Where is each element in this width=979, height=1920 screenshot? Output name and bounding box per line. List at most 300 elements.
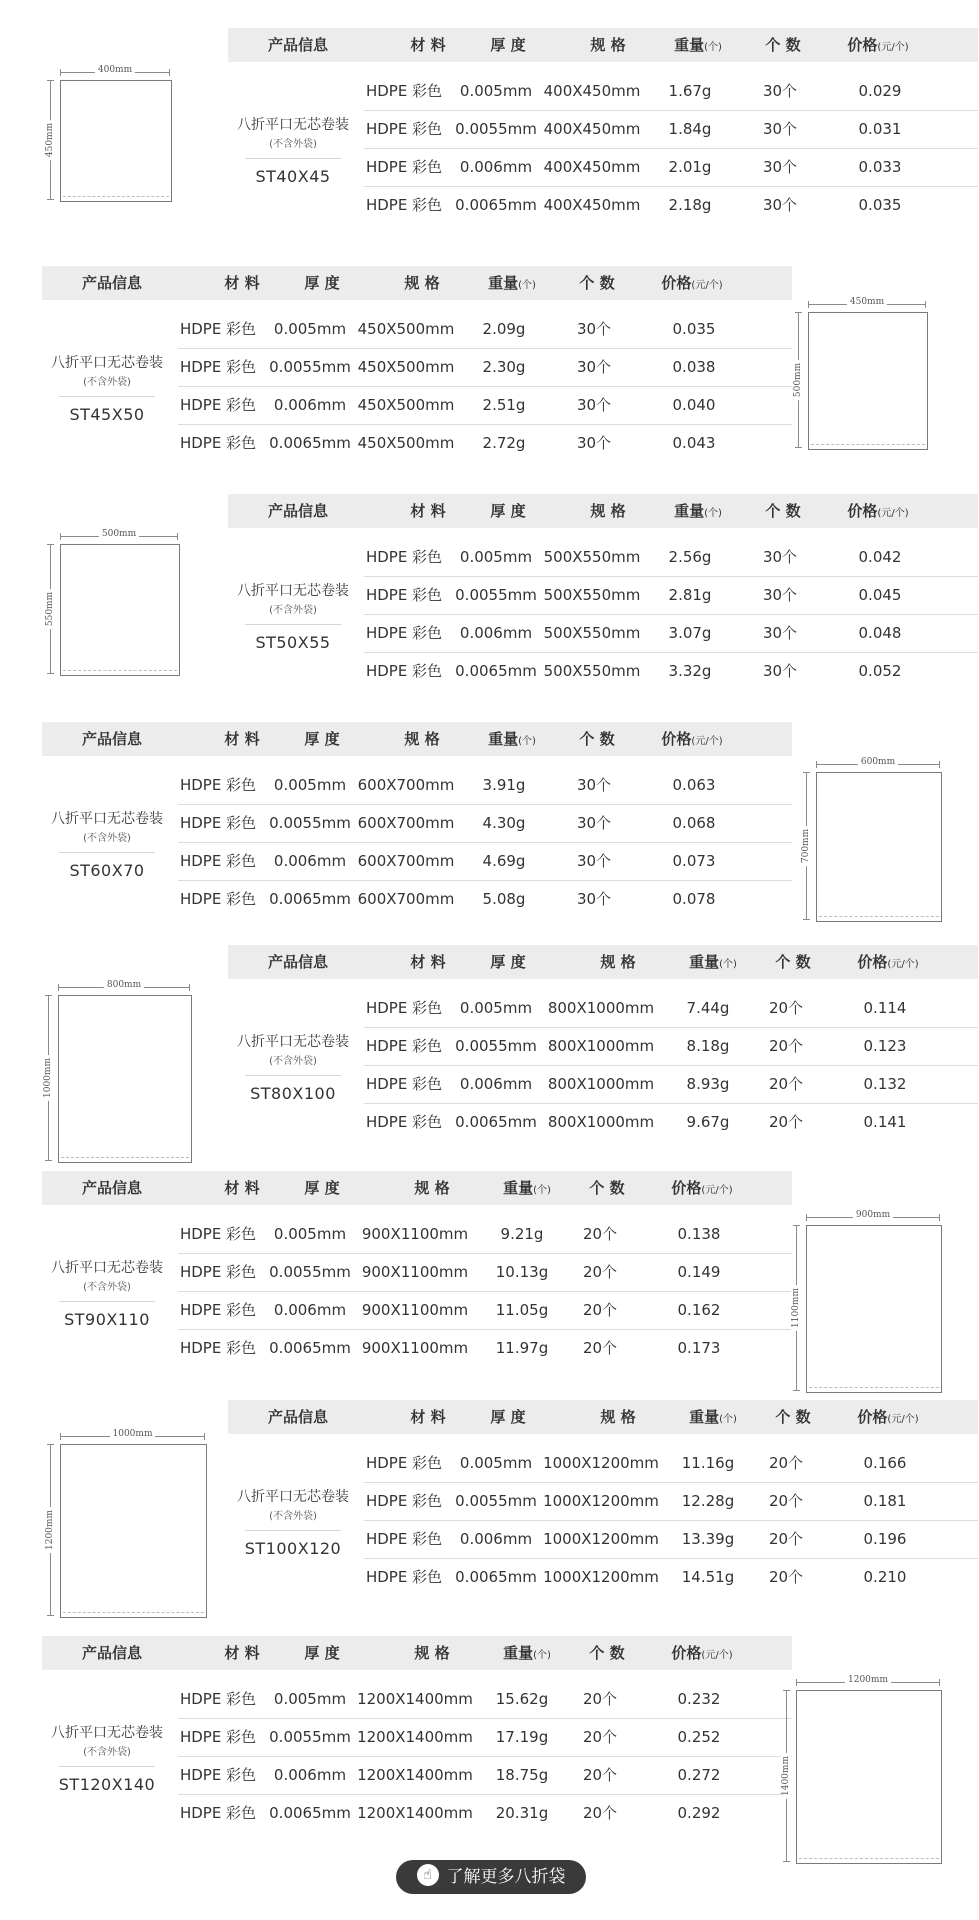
cell-price: 0.162 <box>677 1301 721 1319</box>
column-header-info <box>52 722 172 756</box>
width-label: 450mm <box>847 297 887 307</box>
column-header-label: 厚 度 <box>490 502 526 520</box>
column-header-label: 产品信息 <box>81 1644 142 1662</box>
column-header-price <box>808 494 948 528</box>
table-row <box>364 148 978 187</box>
cell-weight: 3.32g <box>668 662 712 680</box>
column-header-label: 重量 <box>488 274 519 292</box>
table-row <box>178 804 792 843</box>
cell-spec: 800X1000mm <box>547 1113 655 1131</box>
column-header-label: 厚 度 <box>304 1644 340 1662</box>
cell-material: HDPE 彩色 <box>365 548 443 566</box>
cell-count: 20个 <box>582 1263 618 1281</box>
column-header-weight <box>452 722 572 756</box>
column-header-weight <box>638 28 758 62</box>
height-label: 550mm <box>45 589 55 629</box>
column-header-label: 产品信息 <box>267 953 328 971</box>
cell-price: 0.272 <box>677 1766 721 1784</box>
bag-outline <box>816 772 942 922</box>
cell-price: 0.073 <box>672 852 716 870</box>
cell-weight: 11.97g <box>495 1339 549 1357</box>
width-label: 400mm <box>95 65 135 75</box>
cell-spec: 450X500mm <box>357 434 455 452</box>
column-header-label: 规 格 <box>414 1179 450 1197</box>
cell-weight: 8.93g <box>686 1075 730 1093</box>
cell-material: HDPE 彩色 <box>365 196 443 214</box>
column-header-label: 个 数 <box>765 502 801 520</box>
column-header-unit: (个) <box>533 1185 551 1196</box>
cell-weight: 11.05g <box>495 1301 549 1319</box>
cell-spec: 1200X1400mm <box>357 1766 473 1784</box>
column-header-unit: (个) <box>518 736 536 747</box>
cell-material: HDPE 彩色 <box>179 320 257 338</box>
cell-count: 20个 <box>768 1113 804 1131</box>
cell-thickness: 0.0065mm <box>269 434 351 452</box>
column-header-label: 材 料 <box>410 502 446 520</box>
cell-price: 0.068 <box>672 814 716 832</box>
cell-thickness: 0.0065mm <box>455 662 537 680</box>
cell-spec: 900X1100mm <box>361 1225 469 1243</box>
cell-material: HDPE 彩色 <box>179 434 257 452</box>
product-model: ST45X50 <box>69 405 145 424</box>
cell-weight: 2.01g <box>668 158 712 176</box>
column-header-unit: (个) <box>704 508 722 519</box>
cell-count: 30个 <box>762 586 798 604</box>
column-header-unit: (个) <box>518 280 536 291</box>
cell-spec: 1000X1200mm <box>543 1568 659 1586</box>
column-header-thickness <box>458 945 558 979</box>
cell-material: HDPE 彩色 <box>179 1766 257 1784</box>
height-label: 450mm <box>45 120 55 160</box>
fold-line <box>811 444 925 445</box>
bag-outline <box>796 1690 942 1864</box>
cell-weight: 14.51g <box>681 1568 735 1586</box>
cell-price: 0.052 <box>858 662 902 680</box>
cell-thickness: 0.005mm <box>273 1225 347 1243</box>
cell-spec: 1000X1200mm <box>543 1530 659 1548</box>
column-header-info <box>52 266 172 300</box>
table-row <box>364 1027 978 1066</box>
cell-price: 0.196 <box>863 1530 907 1548</box>
column-header-label: 重量 <box>689 1408 720 1426</box>
cell-thickness: 0.005mm <box>459 1454 533 1472</box>
column-header-unit: (个) <box>704 42 722 53</box>
divider <box>245 624 341 625</box>
table-header <box>42 266 792 300</box>
bag-outline <box>60 544 180 676</box>
bag-outline <box>806 1225 942 1393</box>
cell-count: 30个 <box>762 624 798 642</box>
table-row <box>178 1253 792 1292</box>
cell-price: 0.029 <box>858 82 902 100</box>
cell-material: HDPE 彩色 <box>179 1690 257 1708</box>
fold-line <box>63 196 169 197</box>
divider <box>245 1075 341 1076</box>
column-header-label: 个 数 <box>589 1644 625 1662</box>
cell-weight: 9.67g <box>686 1113 730 1131</box>
product-info <box>228 580 358 652</box>
cell-material: HDPE 彩色 <box>365 1454 443 1472</box>
column-header-unit: (元/个) <box>701 1650 733 1661</box>
column-header-info <box>52 1171 172 1205</box>
table-row <box>364 614 978 653</box>
table-row <box>178 310 792 349</box>
cell-thickness: 0.006mm <box>459 1530 533 1548</box>
table-row <box>364 110 978 149</box>
product-section <box>0 1400 979 1615</box>
cell-thickness: 0.006mm <box>459 1075 533 1093</box>
cell-thickness: 0.006mm <box>459 624 533 642</box>
fold-line <box>63 670 177 671</box>
cell-count: 20个 <box>582 1339 618 1357</box>
cell-thickness: 0.005mm <box>459 999 533 1017</box>
spec-table <box>42 266 792 481</box>
product-section <box>0 266 979 481</box>
cell-thickness: 0.006mm <box>459 158 533 176</box>
cell-count: 30个 <box>762 120 798 138</box>
cell-material: HDPE 彩色 <box>365 1113 443 1131</box>
cell-price: 0.040 <box>672 396 716 414</box>
cell-spec: 1000X1200mm <box>543 1454 659 1472</box>
cell-weight: 8.18g <box>686 1037 730 1055</box>
cell-count: 30个 <box>576 776 612 794</box>
product-name: 八折平口无芯卷装 <box>51 355 163 371</box>
cell-weight: 2.09g <box>482 320 526 338</box>
cell-material: HDPE 彩色 <box>365 1530 443 1548</box>
column-header-label: 个 数 <box>579 730 615 748</box>
cell-spec: 450X500mm <box>357 320 455 338</box>
width-label: 600mm <box>858 757 898 767</box>
cell-count: 30个 <box>576 434 612 452</box>
cell-material: HDPE 彩色 <box>179 1225 257 1243</box>
table-row <box>364 72 978 111</box>
cell-price: 0.252 <box>677 1728 721 1746</box>
table-row <box>178 348 792 387</box>
cell-thickness: 0.0055mm <box>269 1263 351 1281</box>
column-header-label: 材 料 <box>224 274 260 292</box>
column-header-label: 个 数 <box>775 1408 811 1426</box>
table-row <box>364 1520 978 1559</box>
column-header-label: 规 格 <box>414 1644 450 1662</box>
product-note: (不含外袋) <box>269 605 317 616</box>
cell-thickness: 0.0055mm <box>455 1492 537 1510</box>
cell-weight: 9.21g <box>500 1225 544 1243</box>
cell-spec: 600X700mm <box>357 776 455 794</box>
column-header-label: 产品信息 <box>81 1179 142 1197</box>
cell-price: 0.031 <box>858 120 902 138</box>
table-row <box>364 1482 978 1521</box>
height-label: 500mm <box>793 360 803 400</box>
cell-spec: 1200X1400mm <box>357 1728 473 1746</box>
table-row <box>178 880 792 918</box>
column-header-label: 材 料 <box>410 1408 446 1426</box>
column-header-label: 重量 <box>488 730 519 748</box>
cell-weight: 17.19g <box>495 1728 549 1746</box>
cell-thickness: 0.006mm <box>273 1766 347 1784</box>
cell-material: HDPE 彩色 <box>365 120 443 138</box>
product-model: ST50X55 <box>255 633 331 652</box>
column-header-thickness <box>272 722 372 756</box>
cell-weight: 2.72g <box>482 434 526 452</box>
cell-material: HDPE 彩色 <box>179 396 257 414</box>
cell-thickness: 0.005mm <box>459 548 533 566</box>
product-name: 八折平口无芯卷装 <box>237 583 349 599</box>
product-model: ST100X120 <box>244 1539 342 1558</box>
cell-count: 20个 <box>768 1454 804 1472</box>
cell-count: 20个 <box>768 1492 804 1510</box>
table-row <box>178 1756 792 1795</box>
column-header-weight <box>658 945 768 979</box>
column-header-weight <box>658 1400 768 1434</box>
cell-material: HDPE 彩色 <box>179 1301 257 1319</box>
table-row <box>364 576 978 615</box>
spec-table <box>228 945 978 1160</box>
product-model: ST60X70 <box>69 861 145 880</box>
product-name: 八折平口无芯卷装 <box>237 1489 349 1505</box>
table-row <box>178 1794 792 1832</box>
product-note: (不含外袋) <box>83 1282 131 1293</box>
cell-material: HDPE 彩色 <box>365 158 443 176</box>
cell-material: HDPE 彩色 <box>365 1568 443 1586</box>
column-header-label: 价格 <box>661 274 692 292</box>
cell-thickness: 0.0055mm <box>455 586 537 604</box>
column-header-label: 重量 <box>503 1179 534 1197</box>
column-header-label: 个 数 <box>579 274 615 292</box>
cell-thickness: 0.005mm <box>459 82 533 100</box>
cell-spec: 400X450mm <box>543 158 641 176</box>
learn-more-button[interactable] <box>396 1860 586 1894</box>
divider <box>59 396 155 397</box>
spec-table <box>228 494 978 709</box>
divider <box>245 158 341 159</box>
cell-price: 0.181 <box>863 1492 907 1510</box>
cell-weight: 2.30g <box>482 358 526 376</box>
cell-price: 0.038 <box>672 358 716 376</box>
cell-material: HDPE 彩色 <box>179 1339 257 1357</box>
divider <box>59 852 155 853</box>
column-header-label: 规 格 <box>404 730 440 748</box>
cell-material: HDPE 彩色 <box>365 1037 443 1055</box>
cell-thickness: 0.0065mm <box>269 1339 351 1357</box>
cell-material: HDPE 彩色 <box>179 776 257 794</box>
cell-thickness: 0.0055mm <box>269 814 351 832</box>
column-header-label: 价格 <box>671 1644 702 1662</box>
column-header-label: 产品信息 <box>267 1408 328 1426</box>
cell-material: HDPE 彩色 <box>179 358 257 376</box>
cell-spec: 500X550mm <box>543 586 641 604</box>
product-model: ST120X140 <box>58 1775 156 1794</box>
cell-count: 30个 <box>762 662 798 680</box>
cell-count: 20个 <box>582 1728 618 1746</box>
product-note: (不含外袋) <box>83 377 131 388</box>
cell-spec: 600X700mm <box>357 852 455 870</box>
cell-price: 0.166 <box>863 1454 907 1472</box>
column-header-label: 价格 <box>857 1408 888 1426</box>
bag-outline <box>60 1444 207 1618</box>
table-header <box>228 494 978 528</box>
spec-table <box>228 1400 978 1615</box>
table-row <box>364 652 978 690</box>
cell-count: 30个 <box>576 396 612 414</box>
cell-price: 0.033 <box>858 158 902 176</box>
product-name: 八折平口无芯卷装 <box>237 117 349 133</box>
column-header-info <box>238 1400 358 1434</box>
cell-weight: 3.07g <box>668 624 712 642</box>
column-header-price <box>632 1171 772 1205</box>
cell-count: 30个 <box>576 320 612 338</box>
column-header-label: 价格 <box>671 1179 702 1197</box>
fold-line <box>809 1387 939 1388</box>
table-header <box>42 1636 792 1670</box>
cell-price: 0.114 <box>863 999 907 1017</box>
cell-spec: 800X1000mm <box>547 1037 655 1055</box>
column-header-info <box>238 945 358 979</box>
cell-count: 30个 <box>762 158 798 176</box>
cell-material: HDPE 彩色 <box>179 814 257 832</box>
column-header-label: 规 格 <box>590 36 626 54</box>
cell-material: HDPE 彩色 <box>365 662 443 680</box>
cell-material: HDPE 彩色 <box>179 852 257 870</box>
cell-thickness: 0.005mm <box>273 776 347 794</box>
table-row <box>178 842 792 881</box>
cell-thickness: 0.005mm <box>273 320 347 338</box>
fold-line <box>819 916 939 917</box>
column-header-label: 重量 <box>503 1644 534 1662</box>
cell-count: 30个 <box>762 82 798 100</box>
column-header-label: 材 料 <box>410 36 446 54</box>
cell-thickness: 0.005mm <box>273 1690 347 1708</box>
product-info <box>42 808 172 880</box>
column-header-label: 个 数 <box>589 1179 625 1197</box>
column-header-label: 厚 度 <box>304 730 340 748</box>
column-header-weight <box>452 266 572 300</box>
table-row <box>178 1215 792 1254</box>
cell-weight: 20.31g <box>495 1804 549 1822</box>
width-label: 500mm <box>99 529 139 539</box>
column-header-unit: (元/个) <box>887 1414 919 1425</box>
column-header-label: 规 格 <box>404 274 440 292</box>
divider <box>245 1530 341 1531</box>
cell-spec: 800X1000mm <box>547 999 655 1017</box>
column-header-label: 材 料 <box>224 1644 260 1662</box>
column-header-label: 材 料 <box>224 730 260 748</box>
cell-count: 20个 <box>768 1075 804 1093</box>
cell-spec: 1200X1400mm <box>357 1804 473 1822</box>
cell-price: 0.292 <box>677 1804 721 1822</box>
table-header <box>42 1171 792 1205</box>
product-note: (不含外袋) <box>83 1747 131 1758</box>
cell-material: HDPE 彩色 <box>179 890 257 908</box>
column-header-weight <box>472 1636 582 1670</box>
product-info <box>42 352 172 424</box>
cell-thickness: 0.0065mm <box>455 1568 537 1586</box>
column-header-label: 材 料 <box>410 953 446 971</box>
cell-thickness: 0.0065mm <box>269 890 351 908</box>
column-header-label: 产品信息 <box>81 274 142 292</box>
product-info <box>42 1257 172 1329</box>
cell-weight: 4.30g <box>482 814 526 832</box>
cell-spec: 1000X1200mm <box>543 1492 659 1510</box>
product-note: (不含外袋) <box>269 1056 317 1067</box>
height-label: 1200mm <box>45 1507 55 1553</box>
table-row <box>178 424 792 462</box>
column-header-label: 厚 度 <box>490 36 526 54</box>
cell-thickness: 0.0065mm <box>269 1804 351 1822</box>
cell-count: 30个 <box>576 890 612 908</box>
column-header-label: 价格 <box>847 502 878 520</box>
cell-count: 30个 <box>576 358 612 376</box>
cell-price: 0.232 <box>677 1690 721 1708</box>
column-header-price <box>622 266 762 300</box>
cell-price: 0.045 <box>858 586 902 604</box>
cell-count: 30个 <box>576 814 612 832</box>
bag-outline <box>58 995 192 1163</box>
cell-price: 0.149 <box>677 1263 721 1281</box>
column-header-label: 厚 度 <box>490 953 526 971</box>
column-header-label: 产品信息 <box>267 502 328 520</box>
cell-thickness: 0.0055mm <box>269 358 351 376</box>
fold-line <box>63 1612 204 1613</box>
cell-count: 30个 <box>762 548 798 566</box>
cell-count: 20个 <box>582 1225 618 1243</box>
cell-material: HDPE 彩色 <box>365 82 443 100</box>
bag-outline <box>60 80 172 202</box>
cell-count: 20个 <box>768 1037 804 1055</box>
spec-table <box>228 28 978 243</box>
cell-material: HDPE 彩色 <box>365 999 443 1017</box>
column-header-label: 产品信息 <box>267 36 328 54</box>
product-info <box>228 1031 358 1103</box>
cell-price: 0.035 <box>672 320 716 338</box>
cell-material: HDPE 彩色 <box>365 624 443 642</box>
cell-weight: 2.81g <box>668 586 712 604</box>
product-section <box>0 1636 979 1851</box>
table-row <box>364 989 978 1028</box>
height-label: 1000mm <box>43 1055 53 1101</box>
cell-price: 0.063 <box>672 776 716 794</box>
column-header-label: 重量 <box>674 36 705 54</box>
product-info <box>228 114 358 186</box>
cell-spec: 900X1100mm <box>361 1301 469 1319</box>
cell-spec: 600X700mm <box>357 890 455 908</box>
cell-weight: 10.13g <box>495 1263 549 1281</box>
column-header-label: 重量 <box>674 502 705 520</box>
column-header-unit: (元/个) <box>877 508 909 519</box>
product-section <box>0 945 979 1160</box>
table-header <box>228 28 978 62</box>
cell-price: 0.138 <box>677 1225 721 1243</box>
cell-weight: 3.91g <box>482 776 526 794</box>
column-header-unit: (个) <box>533 1650 551 1661</box>
cell-weight: 12.28g <box>681 1492 735 1510</box>
cell-material: HDPE 彩色 <box>365 1075 443 1093</box>
cell-price: 0.173 <box>677 1339 721 1357</box>
column-header-label: 产品信息 <box>81 730 142 748</box>
column-header-label: 材 料 <box>224 1179 260 1197</box>
cell-spec: 450X500mm <box>357 396 455 414</box>
cell-price: 0.123 <box>863 1037 907 1055</box>
cell-thickness: 0.0055mm <box>455 120 537 138</box>
table-row <box>178 1329 792 1367</box>
table-header <box>228 1400 978 1434</box>
fold-line <box>799 1858 939 1859</box>
divider <box>59 1766 155 1767</box>
column-header-label: 价格 <box>661 730 692 748</box>
column-header-thickness <box>458 1400 558 1434</box>
column-header-label: 价格 <box>857 953 888 971</box>
cell-price: 0.048 <box>858 624 902 642</box>
column-header-price <box>818 1400 958 1434</box>
